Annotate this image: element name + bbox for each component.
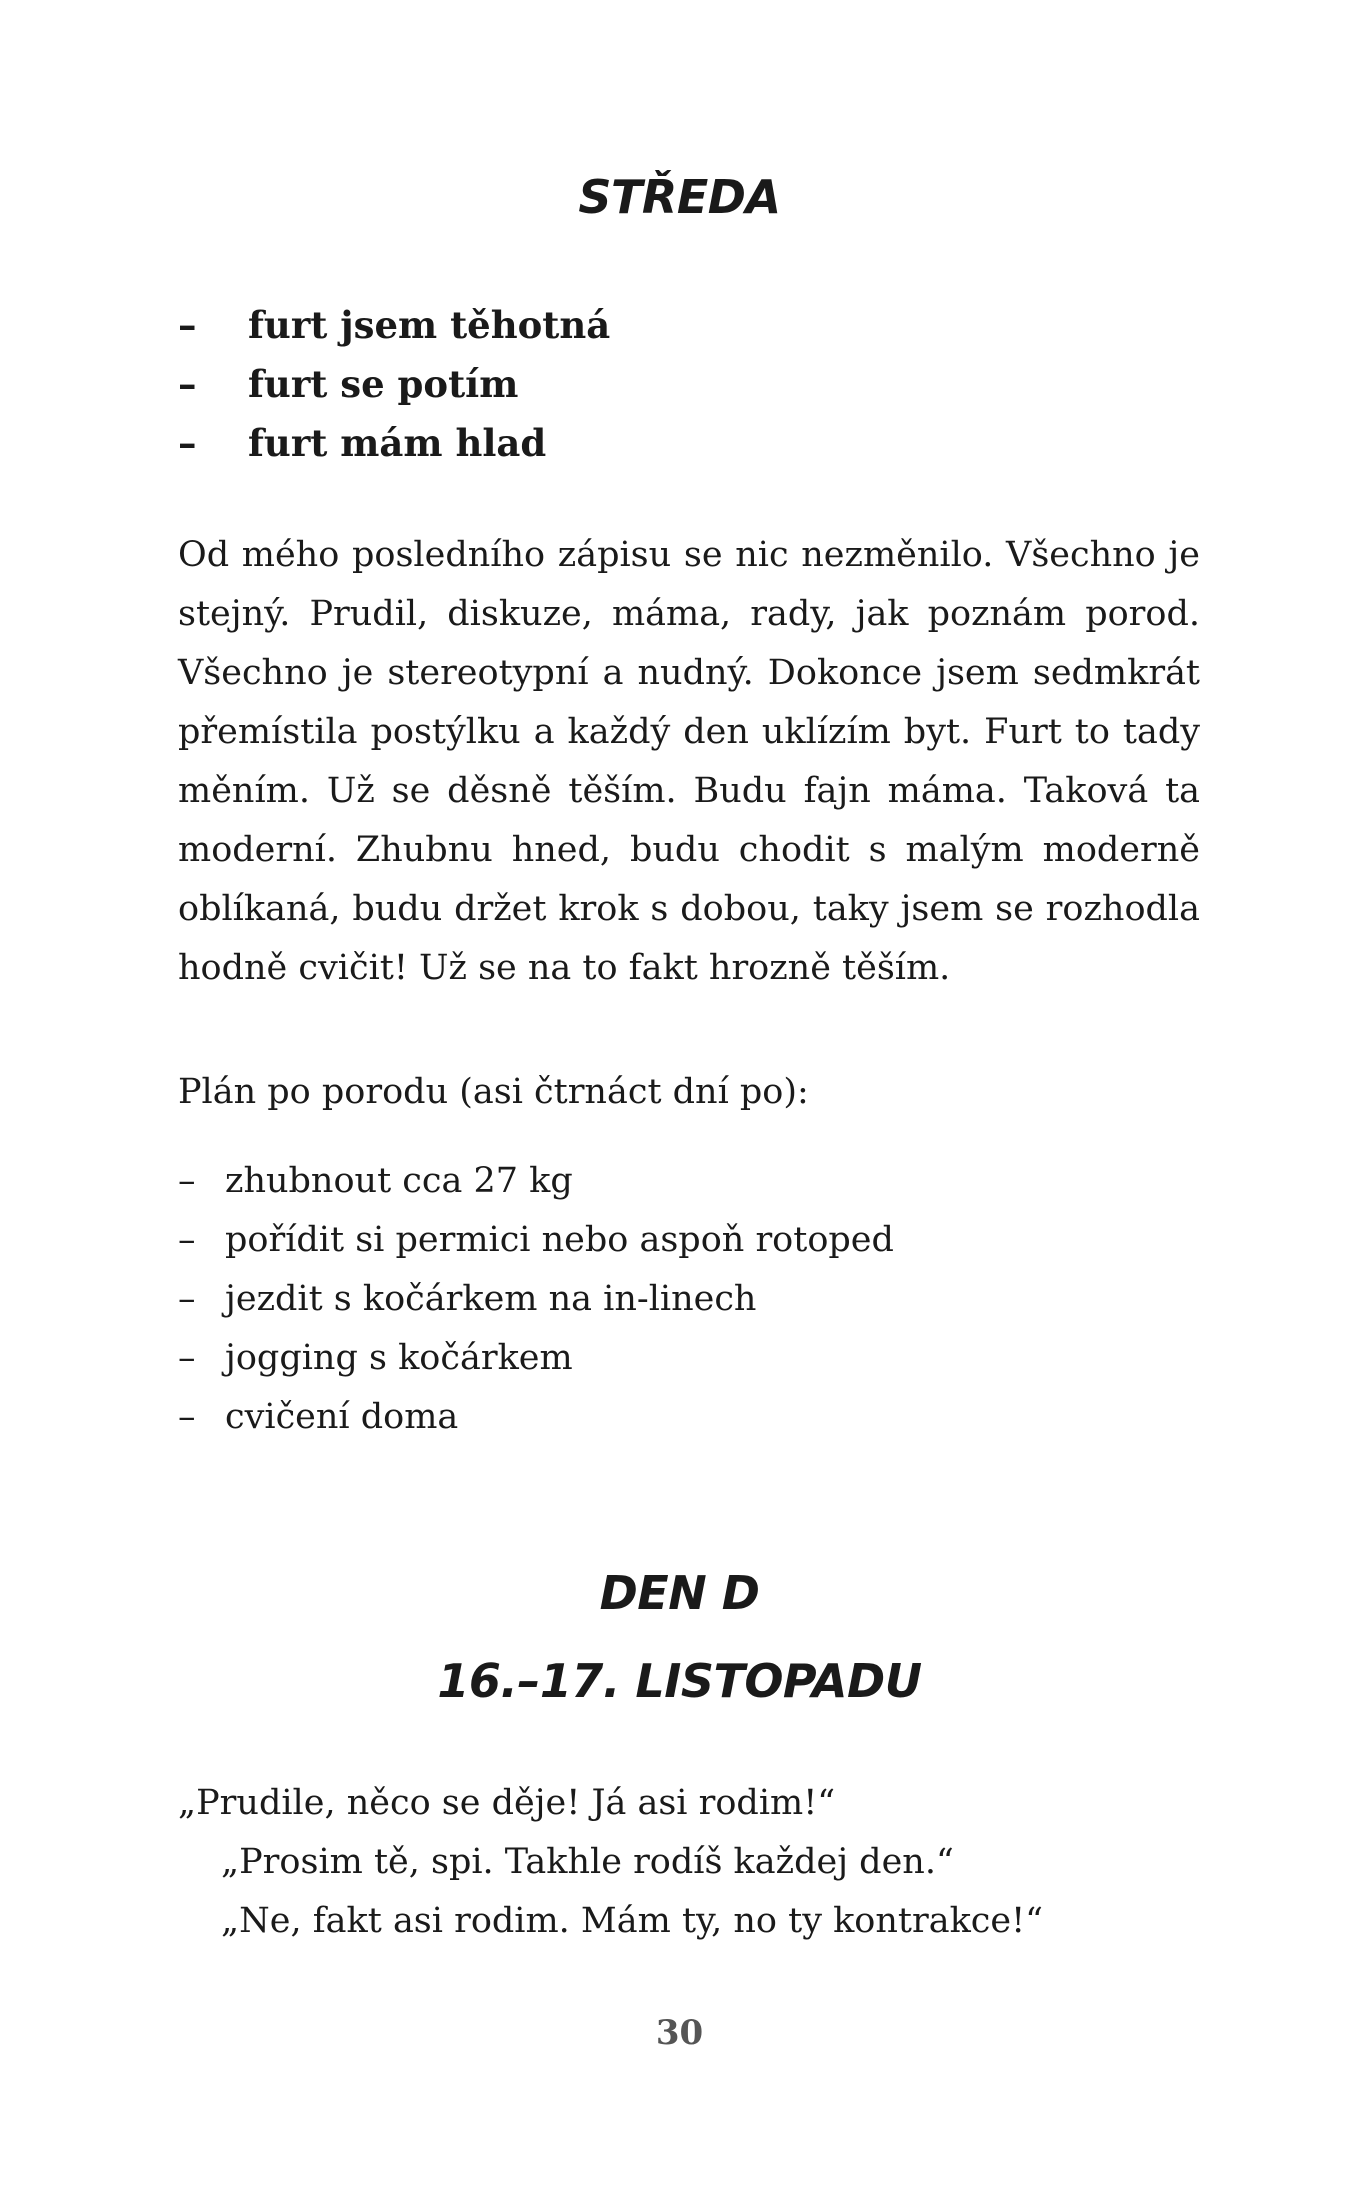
plan-intro: Plán po porodu (asi čtrnáct dní po):: [178, 1072, 809, 1112]
list-item-text: jezdit s kočárkem na in-linech: [225, 1279, 757, 1319]
list-dash: –: [178, 1338, 196, 1378]
dialog-line: „Prudile, něco se děje! Já asi rodim!“: [178, 1783, 836, 1823]
dialog-block: [178, 1774, 1043, 1951]
list-dash: –: [178, 303, 197, 347]
paragraph-line: Od mého posledního zápisu se nic nezměnilo. Všechno je: [178, 535, 1200, 575]
list-item: [178, 1270, 894, 1329]
section-heading-streda: STŘEDA: [578, 170, 781, 224]
list-dash: –: [178, 1397, 196, 1437]
list-dash: –: [178, 1161, 196, 1201]
paragraph-line: moderní. Zhubnu hned, budu chodit s malým moderně: [178, 830, 1200, 870]
list-item-text: cvičení doma: [225, 1397, 459, 1437]
paragraph-line: oblíkaná, budu držet krok s dobou, taky jsem se rozhodla: [178, 889, 1200, 929]
page-number: 30: [655, 2013, 704, 2053]
list-item: [178, 355, 610, 414]
paragraph-line: stejný. Prudil, diskuze, máma, rady, jak poznám porod.: [178, 594, 1200, 634]
list-item: [178, 414, 610, 473]
list-item-text: furt mám hlad: [248, 421, 547, 465]
paragraph-line: hodně cvičit! Už se na to fakt hrozně těším.: [178, 948, 951, 988]
section-heading-date: 16.–17. LISTOPADU: [437, 1654, 922, 1708]
section-heading-den-d: DEN D: [599, 1566, 760, 1620]
plan-list: [178, 1152, 894, 1447]
list-item-text: furt jsem těhotná: [248, 303, 611, 347]
list-dash: –: [178, 421, 197, 465]
list-item: [178, 1152, 894, 1211]
list-item: [178, 1329, 894, 1388]
list-item-text: furt se potím: [248, 362, 519, 406]
paragraph-line: měním. Už se děsně těším. Budu fajn máma. Taková ta: [178, 771, 1200, 811]
list-item-text: pořídit si permici nebo aspoň rotoped: [225, 1220, 894, 1260]
paragraph-line: Všechno je stereotypní a nudný. Dokonce jsem sedmkrát: [178, 653, 1200, 693]
list-item-text: zhubnout cca 27 kg: [225, 1161, 573, 1201]
list-item: [178, 296, 610, 355]
dialog-line: „Ne, fakt asi rodim. Mám ty, no ty kontrakce!“: [221, 1901, 1044, 1941]
list-dash: –: [178, 1279, 196, 1319]
dialog-line: „Prosim tě, spi. Takhle rodíš každej den.“: [221, 1842, 954, 1882]
list-dash: –: [178, 362, 197, 406]
body-paragraph: [178, 526, 1200, 998]
paragraph-line: přemístila postýlku a každý den uklízím byt. Furt to tady: [178, 712, 1200, 752]
list-item-text: jogging s kočárkem: [225, 1338, 573, 1378]
list-item: [178, 1211, 894, 1270]
list-dash: –: [178, 1220, 196, 1260]
list-item: [178, 1388, 894, 1447]
status-list: [178, 296, 610, 473]
